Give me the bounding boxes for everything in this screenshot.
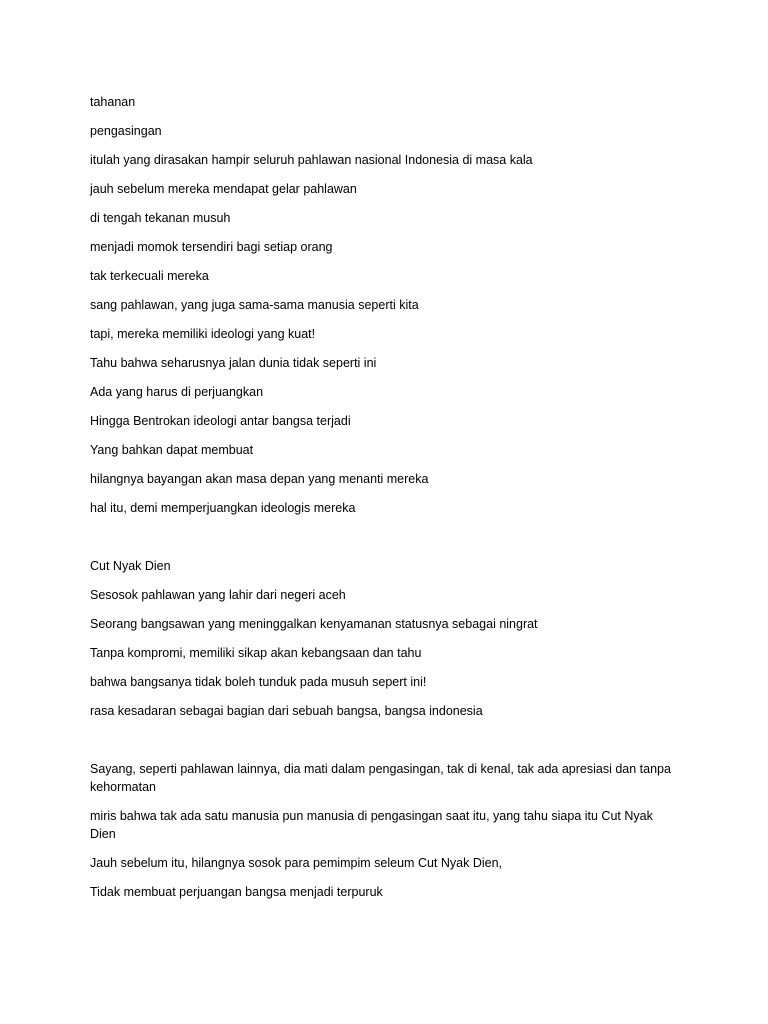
section-cut-nyak-dien: [90, 557, 680, 720]
empty-line: [90, 528, 680, 557]
document-page: [90, 93, 680, 912]
paragraph: miris bahwa tak ada satu manusia pun manusia di pengasingan saat itu, yang tahu siapa itu Cut Nyak Dien: [90, 809, 653, 841]
paragraph: hal itu, demi memperjuangkan ideologis mereka: [90, 501, 356, 515]
section-intro: [90, 93, 680, 517]
paragraph: Seorang bangsawan yang meninggalkan kenyamanan statusnya sebagai ningrat: [90, 617, 538, 631]
empty-line: [90, 731, 680, 760]
paragraph: Yang bahkan dapat membuat: [90, 443, 254, 457]
paragraph: Tahu bahwa seharusnya jalan dunia tidak seperti ini: [90, 356, 377, 370]
paragraph: Cut Nyak Dien: [90, 559, 171, 573]
paragraph: Sayang, seperti pahlawan lainnya, dia mati dalam pengasingan, tak di kenal, tak ada apresiasi dan tanpa kehormatan: [90, 762, 671, 794]
paragraph: tahanan: [90, 95, 136, 109]
paragraph: menjadi momok tersendiri bagi setiap orang: [90, 240, 333, 254]
paragraph: di tengah tekanan musuh: [90, 211, 231, 225]
paragraph: pengasingan: [90, 124, 162, 138]
section-closing: [90, 760, 680, 901]
paragraph: Tidak membuat perjuangan bangsa menjadi terpuruk: [90, 885, 383, 899]
paragraph: itulah yang dirasakan hampir seluruh pahlawan nasional Indonesia di masa kala: [90, 153, 533, 167]
paragraph: Ada yang harus di perjuangkan: [90, 385, 264, 399]
paragraph: Jauh sebelum itu, hilangnya sosok para pemimpim seleum Cut Nyak Dien,: [90, 856, 502, 870]
paragraph: jauh sebelum mereka mendapat gelar pahlawan: [90, 182, 357, 196]
paragraph: tak terkecuali mereka: [90, 269, 209, 283]
paragraph: bahwa bangsanya tidak boleh tunduk pada musuh sepert ini!: [90, 675, 427, 689]
paragraph: hilangnya bayangan akan masa depan yang menanti mereka: [90, 472, 429, 486]
paragraph: rasa kesadaran sebagai bagian dari sebuah bangsa, bangsa indonesia: [90, 704, 483, 718]
paragraph: sang pahlawan, yang juga sama-sama manusia seperti kita: [90, 298, 419, 312]
paragraph: tapi, mereka memiliki ideologi yang kuat!: [90, 327, 316, 341]
paragraph: Sesosok pahlawan yang lahir dari negeri aceh: [90, 588, 346, 602]
paragraph: Hingga Bentrokan ideologi antar bangsa terjadi: [90, 414, 351, 428]
paragraph: Tanpa kompromi, memiliki sikap akan kebangsaan dan tahu: [90, 646, 422, 660]
